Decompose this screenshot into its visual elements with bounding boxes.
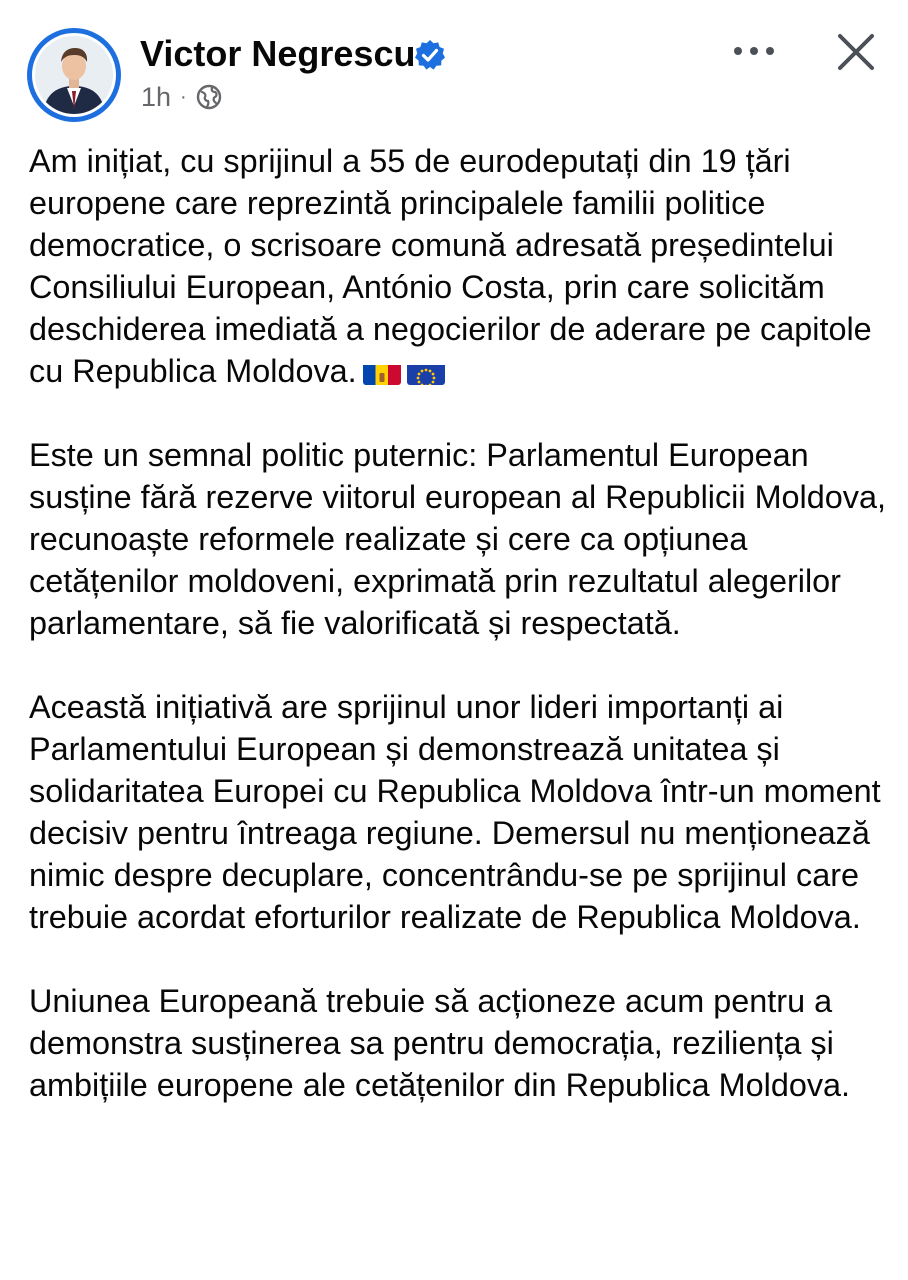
author-name[interactable]: Victor Negrescu [140,33,416,74]
profile-photo-illustration [35,36,113,114]
post-paragraph-4: Uniunea Europeană trebuie să acționeze acum pentru a demonstra susținerea sa pentru democrația, reziliența și ambițiile europene ale cetățenilor din Republica Moldova. [29,983,851,1103]
more-horizontal-icon-dot [734,47,742,55]
close-icon[interactable] [832,28,880,76]
more-horizontal-icon-dot [766,47,774,55]
profile-photo [35,36,113,114]
more-horizontal-icon-dot [750,47,758,55]
more-options-button[interactable] [728,34,780,68]
post-meta [141,82,222,112]
meta-separator: · [180,85,187,108]
post-paragraph-1 [29,140,899,392]
post-text [29,140,899,1148]
post-paragraph-2: Este un semnal politic puternic: Parlamentul European susține fără rezerve viitorul european al Republicii Moldova, recunoaște reformele realizate și cere ca opțiunea cetățenilor moldoveni, exprimată prin rezultatul alegerilor parlamentare, să fie valorificată și respectată. [29,437,886,641]
post-paragraph-3: Această inițiativă are sprijinul unor lideri importanți ai Parlamentului European și demonstrează unitatea și solidaritatea Europei cu Republica Moldova într-un moment decisiv pentru întreaga regiune. Demersul nu menționează nimic despre decuplare, concentrându-se pe sprijinul care trebuie acordat eforturilor realizate de Republica Moldova. [29,689,881,935]
moldova-flag-icon [363,359,401,385]
paragraph-text: Am inițiat, cu sprijinul a 55 de eurodeputați din 19 țări europene care reprezintă principalele familii politice democratice, o scrisoare comună adresată președintelui Consiliului European, António Costa, prin care solicităm deschiderea imediată a negocierilor de aderare pe capitole cu Republica Moldova. [29,143,872,389]
post-header [0,0,908,130]
avatar-border [32,33,116,117]
verified-badge-icon [414,39,446,71]
globe-icon[interactable] [196,84,222,110]
avatar[interactable] [27,28,121,122]
eu-flag-icon [407,359,445,385]
timestamp[interactable]: 1h [141,81,172,112]
